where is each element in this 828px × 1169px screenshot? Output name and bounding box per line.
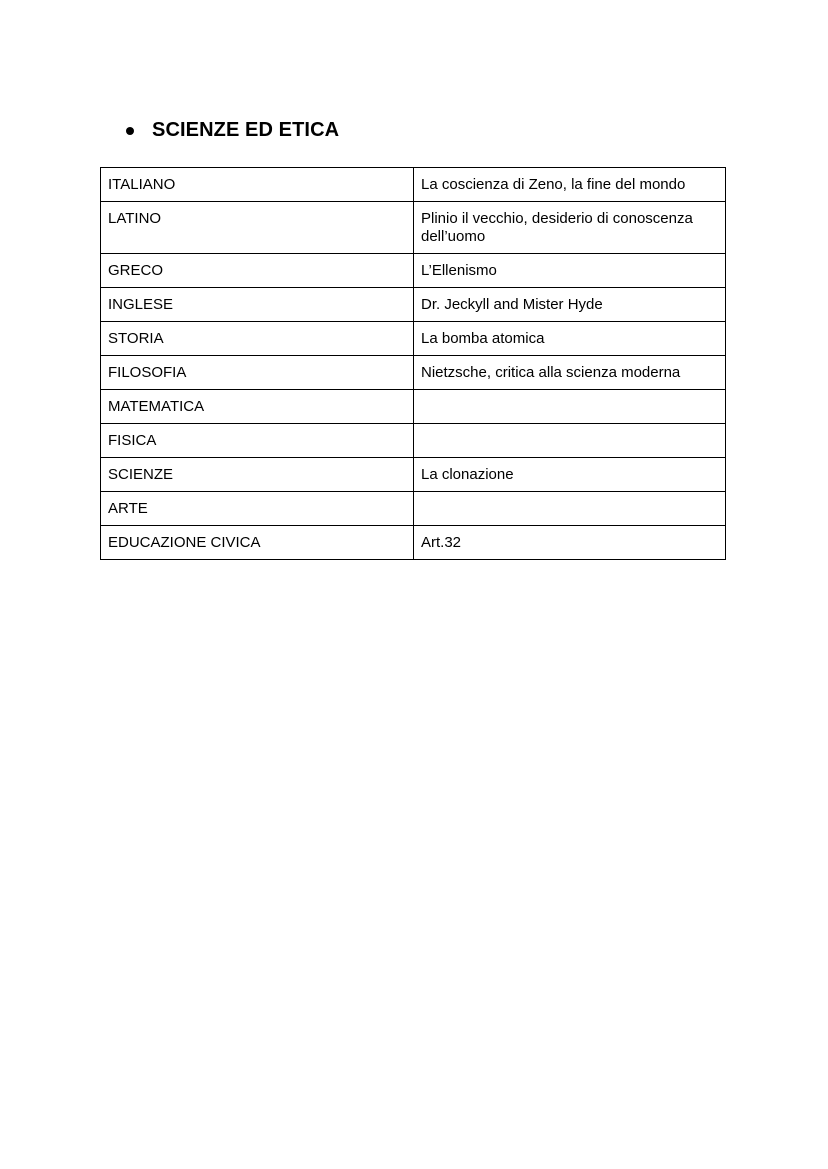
- topic-cell: La clonazione: [414, 458, 726, 492]
- section-heading: [124, 119, 339, 142]
- table-row: [101, 458, 726, 492]
- topic-cell: L’Ellenismo: [414, 254, 726, 288]
- table-row: [101, 424, 726, 458]
- bullet-icon: [126, 127, 134, 135]
- subject-cell: SCIENZE: [101, 458, 414, 492]
- table-row: [101, 202, 726, 254]
- topic-cell: Nietzsche, critica alla scienza moderna: [414, 356, 726, 390]
- subject-cell: EDUCAZIONE CIVICA: [101, 526, 414, 560]
- subject-cell: FISICA: [101, 424, 414, 458]
- table-row: [101, 492, 726, 526]
- topic-cell: Plinio il vecchio, desiderio di conoscenza dell’uomo: [414, 202, 726, 254]
- table-row: [101, 322, 726, 356]
- topic-cell: Dr. Jeckyll and Mister Hyde: [414, 288, 726, 322]
- topic-cell: Art.32: [414, 526, 726, 560]
- table-row: [101, 288, 726, 322]
- subject-cell: INGLESE: [101, 288, 414, 322]
- table-row: [101, 526, 726, 560]
- table-row: [101, 254, 726, 288]
- table-row: [101, 356, 726, 390]
- subject-cell: FILOSOFIA: [101, 356, 414, 390]
- subject-cell: LATINO: [101, 202, 414, 254]
- topic-cell: [414, 492, 726, 526]
- section-title: SCIENZE ED ETICA: [152, 119, 340, 141]
- subjects-table: [100, 167, 726, 560]
- topic-cell: [414, 424, 726, 458]
- subject-cell: GRECO: [101, 254, 414, 288]
- topic-cell: La bomba atomica: [414, 322, 726, 356]
- table-row: [101, 168, 726, 202]
- subject-cell: ARTE: [101, 492, 414, 526]
- subject-cell: ITALIANO: [101, 168, 414, 202]
- subject-cell: STORIA: [101, 322, 414, 356]
- table-row: [101, 390, 726, 424]
- topic-cell: La coscienza di Zeno, la fine del mondo: [414, 168, 726, 202]
- topic-cell: [414, 390, 726, 424]
- subject-cell: MATEMATICA: [101, 390, 414, 424]
